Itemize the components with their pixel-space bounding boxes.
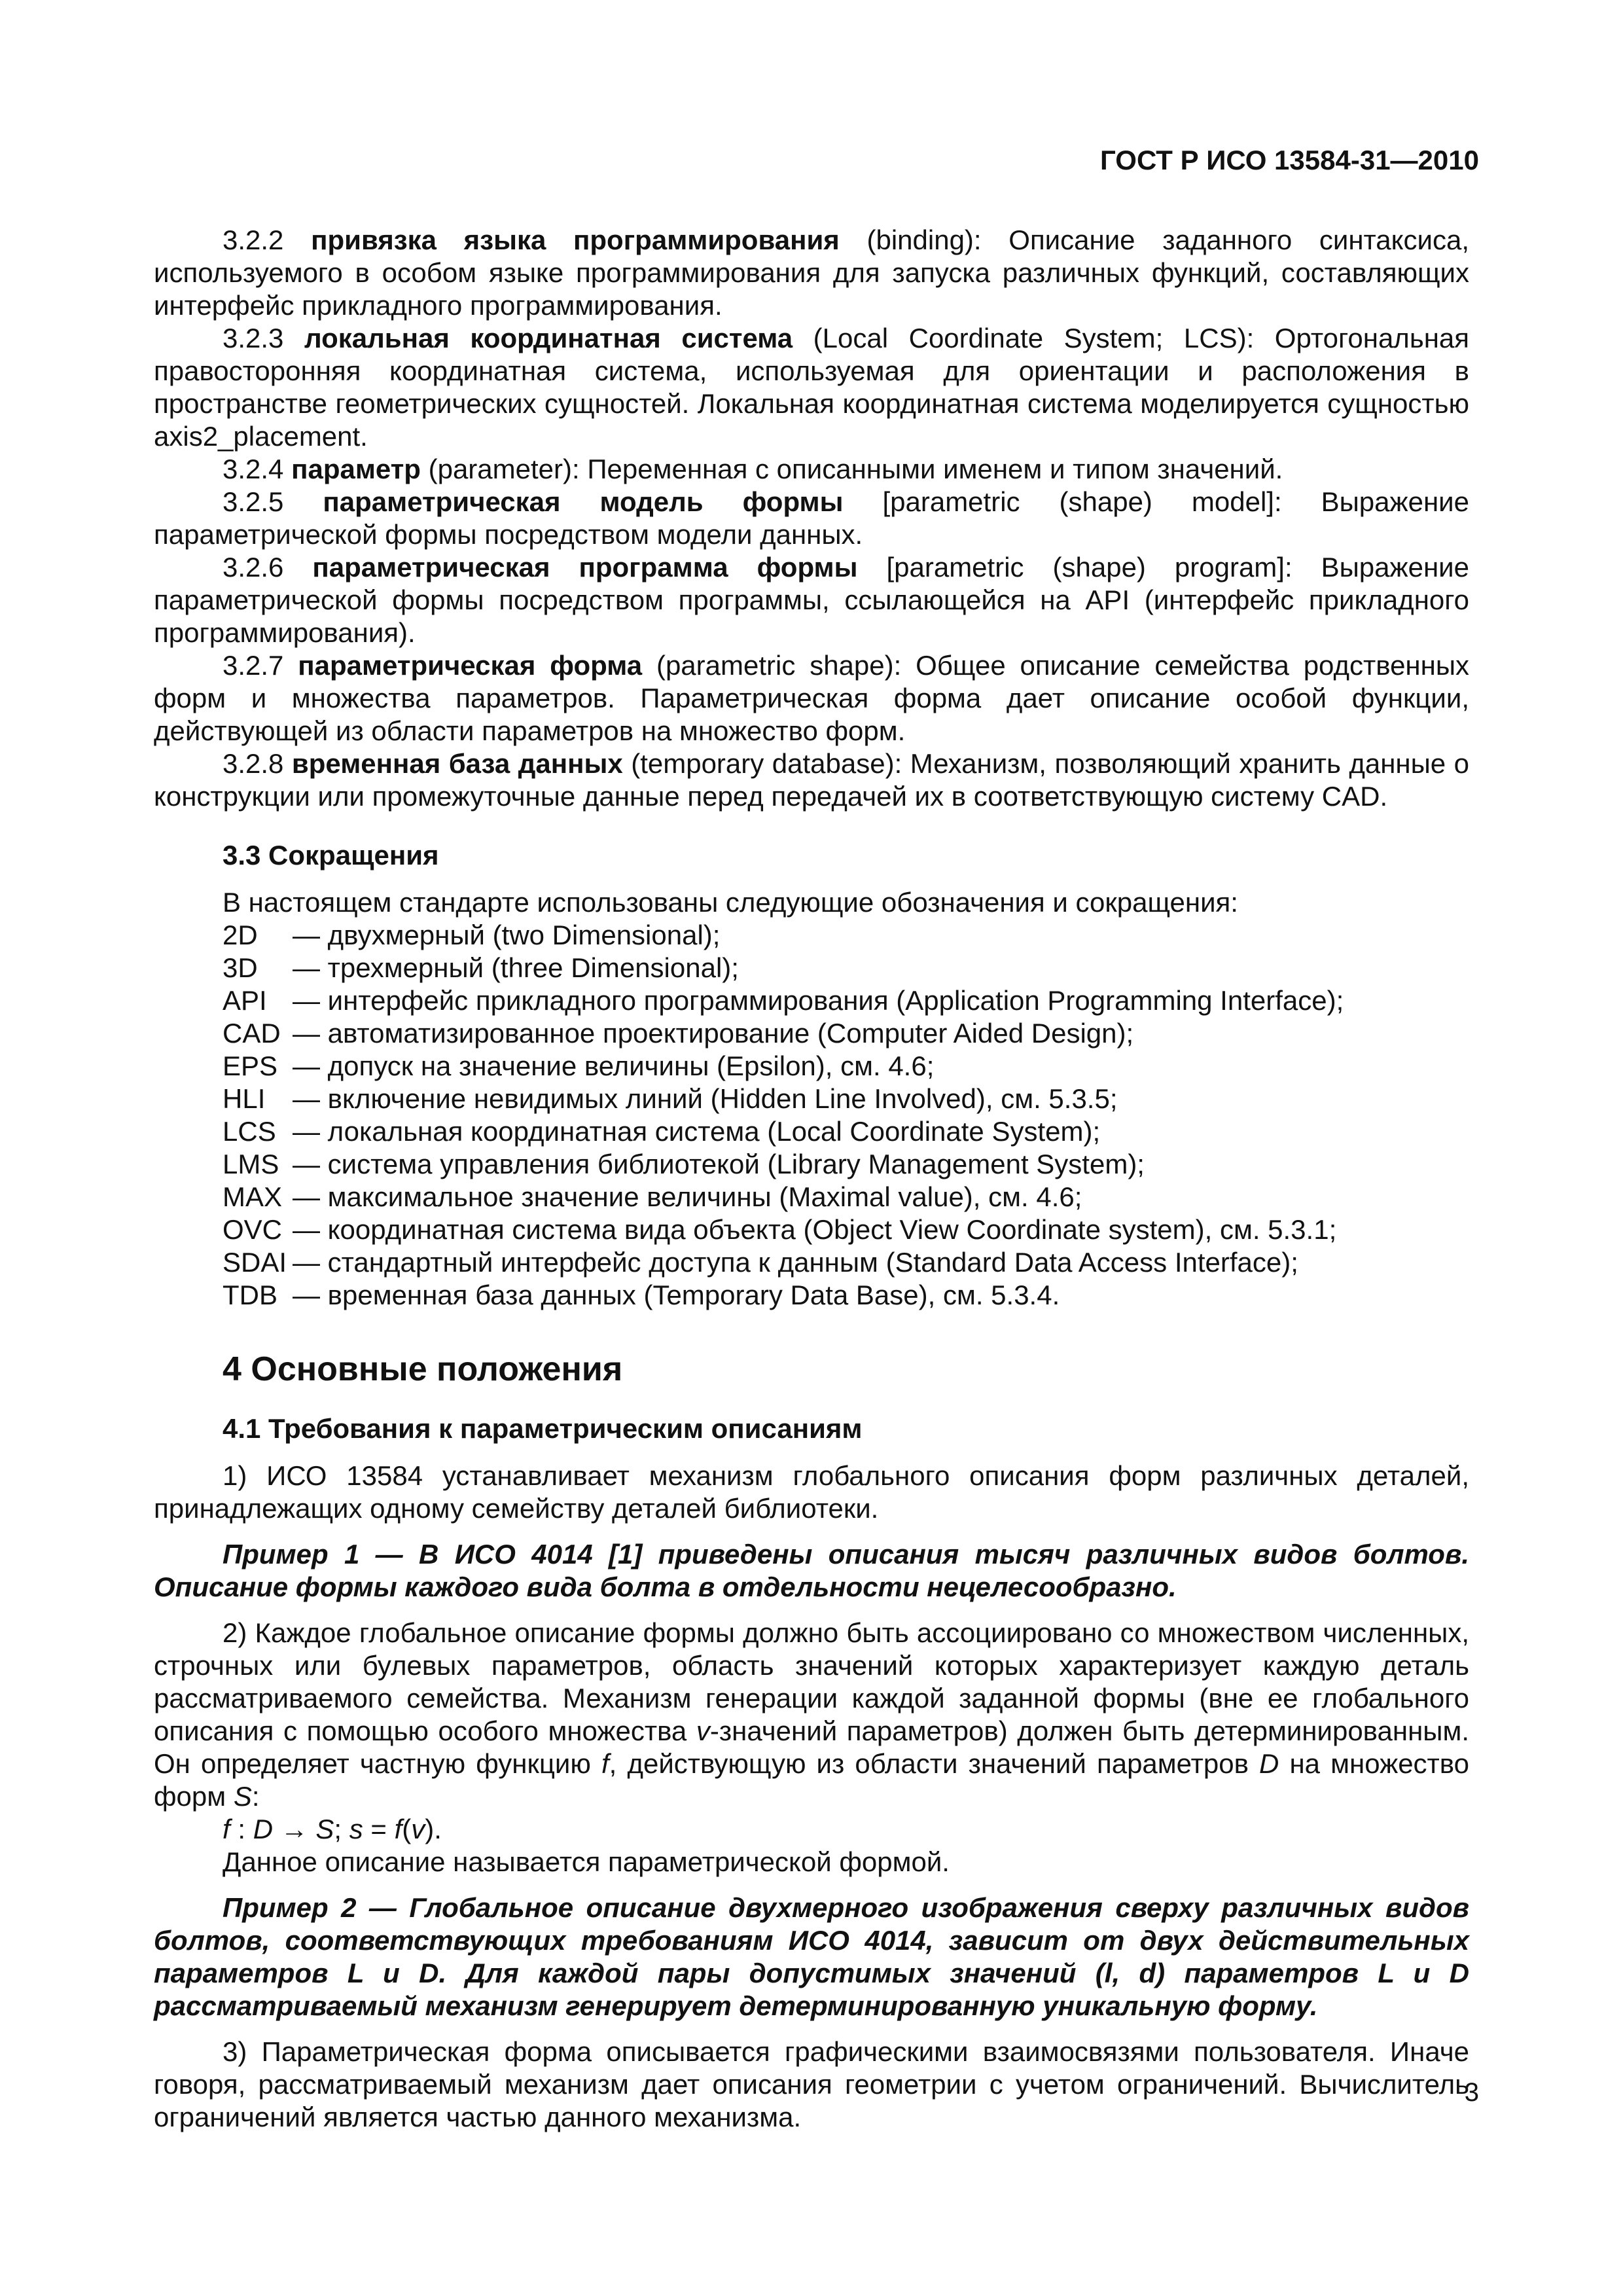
definition-number: 3.2.7 — [223, 650, 284, 681]
definition-text: (Local Coordinate System; LCS): Ортогональная правосторонняя координатная система, используемая для ориентации и расположения в пространстве геометрических сущностей. Локальная координатная система моделируется сущностью axis2_placement. — [154, 323, 1469, 452]
abbreviation-code: SDAI — [223, 1247, 287, 1278]
definition-number: 3.2.5 — [223, 486, 284, 517]
abbreviation-row — [223, 1017, 1469, 1050]
abbreviation-code: CAD — [223, 1018, 281, 1049]
abbreviation-code: TDB — [223, 1280, 277, 1310]
abbreviation-row — [223, 1213, 1469, 1246]
abbreviation-row — [223, 919, 1469, 952]
definition-text: (binding): Описание заданного синтаксиса, используемого в особом языке программирования для запуска различных функций, составляющих интерфейс прикладного программирования. — [154, 224, 1469, 321]
definition-text: [parametric (shape) program]: Выражение параметрической формы посредством программы, ссылающейся на API (интерфейс прикладного программирования). — [154, 552, 1469, 648]
abbreviation-code: 2D — [223, 920, 258, 950]
abbreviation-code: EPS — [223, 1050, 278, 1081]
definition-item — [154, 224, 1469, 322]
abbreviation-code: MAX — [223, 1181, 283, 1212]
paragraph-2: 2) Каждое глобальное описание формы должно быть ассоциировано со множеством численных, строчных или булевых параметров, область значений которых характеризует каждую деталь рассматриваемого семейства. Механизм генерации каждой заданной формы (вне ее глобального описания с помощью особого множества v-значений параметров) должен быть детерминированным. Он определяет частную функцию f, действующую из области значений параметров D на множество форм S: — [154, 1617, 1469, 1812]
abbreviation-code: API — [223, 985, 267, 1016]
definition-number: 3.2.6 — [223, 552, 284, 583]
abbreviations-lead: В настоящем стандарте использованы следующие обозначения и сокращения: — [223, 887, 1238, 918]
abbreviation-text: — трехмерный (three Dimensional); — [293, 952, 739, 983]
document-code-header: ГОСТ Р ИСО 13584-31—2010 — [1100, 145, 1479, 175]
abbreviation-text: — локальная координатная система (Local Coordinate System); — [293, 1116, 1101, 1147]
abbreviation-text: — стандартный интерфейс доступа к данным (Standard Data Access Interface); — [293, 1247, 1298, 1278]
abbreviation-row — [223, 1050, 1469, 1083]
abbreviation-row — [223, 1148, 1469, 1181]
definition-term: параметрическая форма — [298, 650, 643, 681]
abbreviation-text: — система управления библиотекой (Library Management System); — [293, 1149, 1145, 1179]
definition-item — [154, 486, 1469, 551]
example-1: Пример 1 — В ИСО 4014 [1] приведены описания тысяч различных видов болтов. Описание формы каждого вида болта в отдельности нецелесообразно. — [154, 1539, 1469, 1602]
paragraph-3: 3) Параметрическая форма описывается графическими взаимосвязями пользователя. Иначе говоря, рассматриваемый механизм дает описания геометрии с учетом ограничений. Вычислитель ограничений является частью данного механизма. — [154, 2036, 1469, 2132]
abbreviation-text: — координатная система вида объекта (Object View Coordinate system), см. 5.3.1; — [293, 1214, 1337, 1245]
abbreviation-text: — включение невидимых линий (Hidden Line Involved), см. 5.3.5; — [293, 1083, 1118, 1114]
formula: f : D → S; s = f(v). — [223, 1814, 442, 1844]
definition-item — [154, 453, 1469, 486]
abbreviation-text: — временная база данных (Temporary Data Base), см. 5.3.4. — [293, 1280, 1060, 1310]
definition-item — [154, 747, 1469, 813]
definition-text: (temporary database): Механизм, позволяющий хранить данные о конструкции или промежуточные данные перед передачей их в соответствующую систему CAD. — [154, 748, 1470, 812]
abbreviation-row — [223, 1181, 1469, 1213]
definition-term: привязка языка программирования — [311, 224, 840, 255]
abbreviation-code: LCS — [223, 1116, 276, 1147]
definition-item — [154, 551, 1469, 649]
abbreviation-row — [223, 1115, 1469, 1148]
abbreviation-text: — допуск на значение величины (Epsilon), см. 4.6; — [293, 1050, 935, 1081]
document-body — [154, 224, 1469, 2134]
definition-term: параметрическая программа формы — [312, 552, 858, 583]
definition-term: параметрическая модель формы — [323, 486, 844, 517]
abbreviation-row — [223, 984, 1469, 1017]
abbreviation-code: OVC — [223, 1214, 283, 1245]
abbreviation-code: 3D — [223, 952, 258, 983]
abbreviations-list — [154, 919, 1469, 1312]
abbreviation-code: LMS — [223, 1149, 279, 1179]
definition-item — [154, 649, 1469, 747]
definition-text: [parametric (shape) model]: Выражение параметрической формы посредством модели данных. — [154, 486, 1469, 550]
definition-text: (parametric shape): Общее описание семейства родственных форм и множества параметров. Параметрическая форма дает описание особой функции, действующей из области параметров на множество форм. — [154, 650, 1470, 746]
page-number: 3 — [1464, 2078, 1479, 2107]
definition-number: 3.2.2 — [223, 224, 284, 255]
definition-text: (parameter): Переменная с описанными именем и типом значений. — [420, 454, 1283, 484]
abbreviation-text: — двухмерный (two Dimensional); — [293, 920, 721, 950]
definition-number: 3.2.8 — [223, 748, 284, 779]
abbreviation-text: — интерфейс прикладного программирования (Application Programming Interface); — [293, 985, 1344, 1016]
definition-term: временная база данных — [291, 748, 623, 779]
section-4-1-heading: 4.1 Требования к параметрическим описаниям — [223, 1413, 863, 1444]
abbreviation-row — [223, 1279, 1469, 1312]
abbreviations-heading: 3.3 Сокращения — [223, 840, 439, 870]
definition-number: 3.2.4 — [223, 454, 284, 484]
abbreviation-code: HLI — [223, 1083, 266, 1114]
paragraph-2-tail: Данное описание называется параметрической формой. — [223, 1846, 950, 1877]
definition-item — [154, 322, 1469, 453]
section-4-heading: 4 Основные положения — [223, 1350, 623, 1388]
abbreviation-text: — максимальное значение величины (Maximal value), см. 4.6; — [293, 1181, 1082, 1212]
paragraph-1: 1) ИСО 13584 устанавливает механизм глобального описания форм различных деталей, принадлежащих одному семейству деталей библиотеки. — [154, 1460, 1469, 1524]
abbreviation-row — [223, 1083, 1469, 1115]
definition-term: параметр — [291, 454, 421, 484]
abbreviation-text: — автоматизированное проектирование (Computer Aided Design); — [293, 1018, 1134, 1049]
abbreviation-row — [223, 1246, 1469, 1279]
definition-term: локальная координатная система — [304, 323, 793, 353]
definitions-list — [154, 224, 1469, 813]
example-2: Пример 2 — Глобальное описание двухмерного изображения сверху различных видов болтов, соответствующих требованиям ИСО 4014, зависит от двух действительных параметров L и D. Для каждой пары допустимых значений (l, d) параметров L и D рассматриваемый механизм генерирует детерминированную уникальную форму. — [154, 1892, 1469, 2021]
definition-number: 3.2.3 — [223, 323, 284, 353]
abbreviation-row — [223, 952, 1469, 984]
